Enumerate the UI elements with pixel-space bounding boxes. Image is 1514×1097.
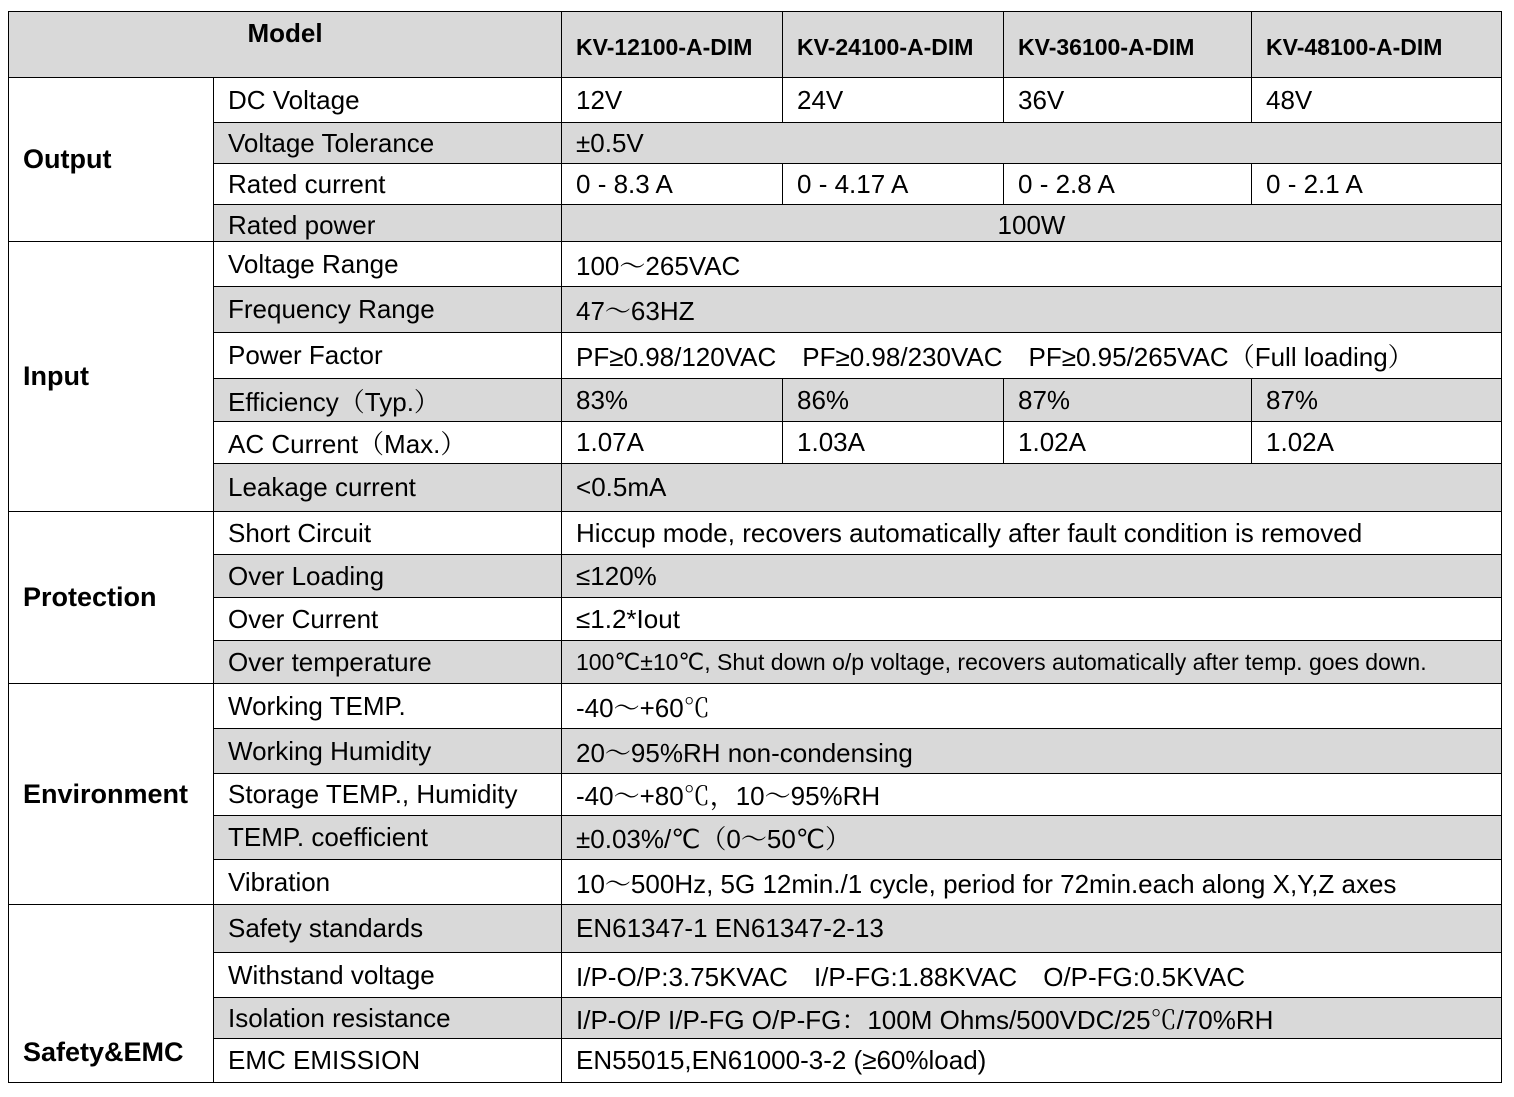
working-humidity-value: 20～95%RH non-condensing [562, 729, 1502, 774]
label-dc-voltage: DC Voltage [214, 78, 562, 123]
ac-current-4: 1.02A [1252, 422, 1502, 464]
row-withstand-voltage [9, 953, 1502, 998]
row-working-temp [9, 684, 1502, 729]
label-working-humidity: Working Humidity [214, 729, 562, 774]
row-rated-current [9, 164, 1502, 205]
row-over-loading [9, 555, 1502, 598]
withstand-voltage-value: I/P-O/P:3.75KVAC I/P-FG:1.88KVAC O/P-FG:0.5KVAC [562, 953, 1502, 998]
voltage-tolerance-value: ±0.5V [562, 123, 1502, 164]
ac-current-1: 1.07A [562, 422, 783, 464]
over-temperature-value: 100℃±10℃, Shut down o/p voltage, recovers automatically after temp. goes down. [562, 641, 1502, 684]
rated-power-value: 100W [562, 205, 1502, 242]
label-short-circuit: Short Circuit [214, 512, 562, 555]
efficiency-3: 87% [1004, 379, 1252, 422]
row-over-temperature [9, 641, 1502, 684]
rated-current-1: 0 - 8.3 A [562, 164, 783, 205]
label-storage: Storage TEMP., Humidity [214, 774, 562, 816]
row-temp-coefficient [9, 816, 1502, 860]
label-voltage-tolerance: Voltage Tolerance [214, 123, 562, 164]
label-safety-standards: Safety standards [214, 905, 562, 953]
model-kv-12100: KV-12100-A-DIM [562, 12, 783, 78]
safety-standards-value: EN61347-1 EN61347-2-13 [562, 905, 1502, 953]
frequency-range-value: 47～63HZ [562, 287, 1502, 333]
label-voltage-range: Voltage Range [214, 242, 562, 287]
ac-current-3: 1.02A [1004, 422, 1252, 464]
model-kv-36100: KV-36100-A-DIM [1004, 12, 1252, 78]
label-rated-power: Rated power [214, 205, 562, 242]
label-power-factor: Power Factor [214, 333, 562, 379]
group-safety-emc: Safety&EMC [9, 905, 214, 1083]
row-frequency-range [9, 287, 1502, 333]
model-kv-24100: KV-24100-A-DIM [783, 12, 1004, 78]
row-storage [9, 774, 1502, 816]
storage-value: -40～+80℃，10～95%RH [562, 774, 1502, 816]
row-rated-power [9, 205, 1502, 242]
row-dc-voltage [9, 78, 1502, 123]
power-factor-value: PF≥0.98/120VAC PF≥0.98/230VAC PF≥0.95/265VAC（Full loading） [562, 333, 1502, 379]
leakage-current-value: <0.5mA [562, 464, 1502, 512]
row-working-humidity [9, 729, 1502, 774]
label-frequency-range: Frequency Range [214, 287, 562, 333]
label-over-current: Over Current [214, 598, 562, 641]
label-efficiency: Efficiency（Typ.） [214, 379, 562, 422]
rated-current-3: 0 - 2.8 A [1004, 164, 1252, 205]
group-protection: Protection [9, 512, 214, 684]
row-isolation-resistance [9, 998, 1502, 1039]
label-withstand-voltage: Withstand voltage [214, 953, 562, 998]
row-vibration [9, 860, 1502, 905]
label-temp-coefficient: TEMP. coefficient [214, 816, 562, 860]
over-loading-value: ≤120% [562, 555, 1502, 598]
row-safety-standards [9, 905, 1502, 953]
header-row [9, 12, 1502, 78]
label-over-loading: Over Loading [214, 555, 562, 598]
model-kv-48100: KV-48100-A-DIM [1252, 12, 1502, 78]
group-output: Output [9, 78, 214, 242]
label-isolation-resistance: Isolation resistance [214, 998, 562, 1039]
ac-current-2: 1.03A [783, 422, 1004, 464]
label-over-temperature: Over temperature [214, 641, 562, 684]
dc-voltage-1: 12V [562, 78, 783, 123]
rated-current-2: 0 - 4.17 A [783, 164, 1004, 205]
dc-voltage-4: 48V [1252, 78, 1502, 123]
label-working-temp: Working TEMP. [214, 684, 562, 729]
label-emc-emission: EMC EMISSION [214, 1039, 562, 1083]
label-vibration: Vibration [214, 860, 562, 905]
row-efficiency [9, 379, 1502, 422]
rated-current-4: 0 - 2.1 A [1252, 164, 1502, 205]
spec-table [8, 11, 1502, 1083]
row-emc-emission [9, 1039, 1502, 1083]
isolation-resistance-value: I/P-O/P I/P-FG O/P-FG：100M Ohms/500VDC/25℃/70%RH [562, 998, 1502, 1039]
label-leakage-current: Leakage current [214, 464, 562, 512]
dc-voltage-2: 24V [783, 78, 1004, 123]
row-leakage-current [9, 464, 1502, 512]
model-header: Model [9, 12, 562, 78]
row-ac-current [9, 422, 1502, 464]
temp-coefficient-value: ±0.03%/℃（0～50℃） [562, 816, 1502, 860]
label-ac-current: AC Current（Max.） [214, 422, 562, 464]
label-rated-current: Rated current [214, 164, 562, 205]
working-temp-value: -40～+60℃ [562, 684, 1502, 729]
voltage-range-value: 100～265VAC [562, 242, 1502, 287]
dc-voltage-3: 36V [1004, 78, 1252, 123]
emc-emission-value: EN55015,EN61000-3-2 (≥60%load) [562, 1039, 1502, 1083]
efficiency-4: 87% [1252, 379, 1502, 422]
efficiency-1: 83% [562, 379, 783, 422]
group-environment: Environment [9, 684, 214, 905]
over-current-value: ≤1.2*Iout [562, 598, 1502, 641]
efficiency-2: 86% [783, 379, 1004, 422]
row-power-factor [9, 333, 1502, 379]
vibration-value: 10～500Hz, 5G 12min./1 cycle, period for 72min.each along X,Y,Z axes [562, 860, 1502, 905]
row-short-circuit [9, 512, 1502, 555]
row-voltage-range [9, 242, 1502, 287]
row-over-current [9, 598, 1502, 641]
short-circuit-value: Hiccup mode, recovers automatically after fault condition is removed [562, 512, 1502, 555]
row-voltage-tolerance [9, 123, 1502, 164]
group-input: Input [9, 242, 214, 512]
